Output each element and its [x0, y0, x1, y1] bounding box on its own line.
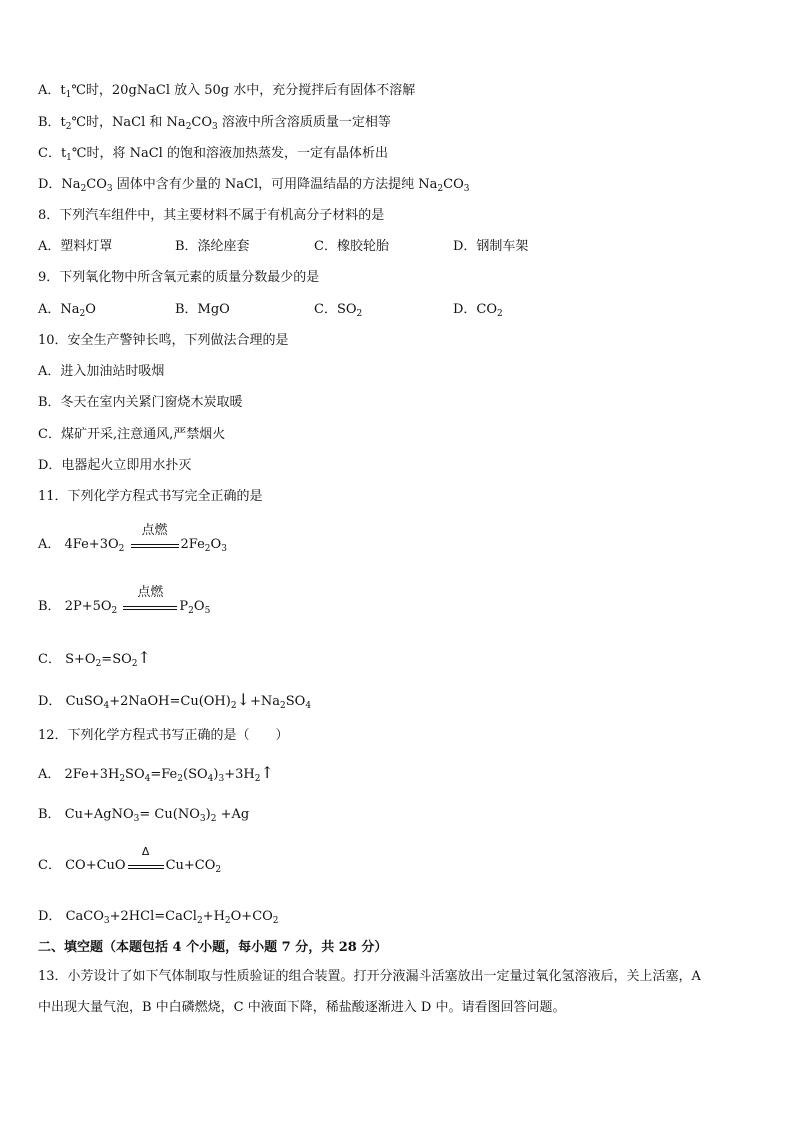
- q8-option-d: D．钢制车架: [453, 239, 529, 254]
- q11-option-b: B． $2P+5O_2$ 点燃 $P_2O_5$: [38, 585, 211, 616]
- q10-option-b: B．冬天在室内关紧门窗烧木炭取暖: [38, 395, 243, 410]
- q8-option-b: B．涤纶座套: [175, 239, 250, 254]
- q8-option-c: C．橡胶轮胎: [314, 239, 389, 254]
- q11-option-d: D． $CuSO_4+2NaOH=Cu(OH)_2↓+Na_2SO_4$: [38, 690, 312, 711]
- q11-option-c: C． $S+O_2=SO_2↑$: [38, 648, 151, 669]
- q9-option-c: C．$SO_2$: [314, 302, 363, 319]
- q10-option-d: D．电器起火立即用水扑灭: [38, 458, 192, 473]
- q12-option-a: A． $2Fe+3H_2SO_4=Fe_2(SO_4)_3+3H_2↑$: [38, 763, 274, 784]
- q9-option-b: B．MgO: [175, 302, 230, 317]
- q10-stem: 10．安全生产警钟长鸣，下列做法合理的是: [38, 333, 289, 348]
- reaction-condition: Δ: [126, 857, 166, 875]
- q7-option-c: C．$t_1℃$时，将 NaCl 的饱和溶液加热蒸发，一定有晶体析出: [38, 146, 388, 163]
- q11-option-a: A． $4Fe+3O_2$ 点燃 $2Fe_2O_3$: [38, 523, 227, 554]
- q13-line-1: 13．小芳设计了如下气体制取与性质验证的组合装置。打开分液漏斗活塞放出一定量过氧化氢溶液后，关上活塞，A: [38, 969, 701, 984]
- q11-stem: 11．下列化学方程式书写完全正确的是: [38, 489, 263, 504]
- q10-option-c: C．煤矿开采,注意通风,严禁烟火: [38, 427, 226, 442]
- section-heading: 二、填空题（本题包括 4 个小题，每小题 7 分，共 28 分）: [38, 940, 388, 955]
- q9-option-a: A．$Na_2O$: [38, 302, 96, 319]
- q12-option-c: C． CO+CuO Δ $Cu+CO_2$: [38, 845, 222, 875]
- q8-stem: 8．下列汽车组件中，其主要材料不属于有机高分子材料的是: [38, 208, 385, 223]
- q10-option-a: A．进入加油站时吸烟: [38, 364, 165, 379]
- reaction-condition: 点燃: [129, 536, 181, 554]
- q13-line-2: 中出现大量气泡，B 中白磷燃烧，C 中液面下降，稀盐酸逐渐进入 D 中。请看图回答问题。: [38, 1000, 566, 1015]
- reaction-condition: 点燃: [121, 598, 179, 616]
- q9-option-d: D．$CO_2$: [453, 302, 503, 319]
- q12-stem: 12．下列化学方程式书写正确的是（ ）: [38, 728, 289, 743]
- q7-option-b: B．$t_2℃$时，NaCl 和 $Na_2CO_3$ 溶液中所含溶质质量一定相等: [38, 115, 391, 132]
- q12-option-d: D． $CaCO_3+2HCl=CaCl_2+H_2O+CO_2$: [38, 909, 279, 926]
- q8-option-a: A．塑料灯罩: [38, 239, 113, 254]
- q12-option-b: B． Cu+AgNO$_3$= $Cu(NO_3)_2 +Ag$: [38, 807, 250, 824]
- q7-option-a: A．$t_1℃$时，20gNaCl 放入 50g 水中，充分搅拌后有固体不溶解: [38, 83, 416, 100]
- q9-stem: 9．下列氧化物中所含氧元素的质量分数最少的是: [38, 270, 320, 285]
- q7-option-d: D．$Na_2CO_3$ 固体中含有少量的 NaCl，可用降温结晶的方法提纯 $Na_2CO_3$: [38, 177, 470, 194]
